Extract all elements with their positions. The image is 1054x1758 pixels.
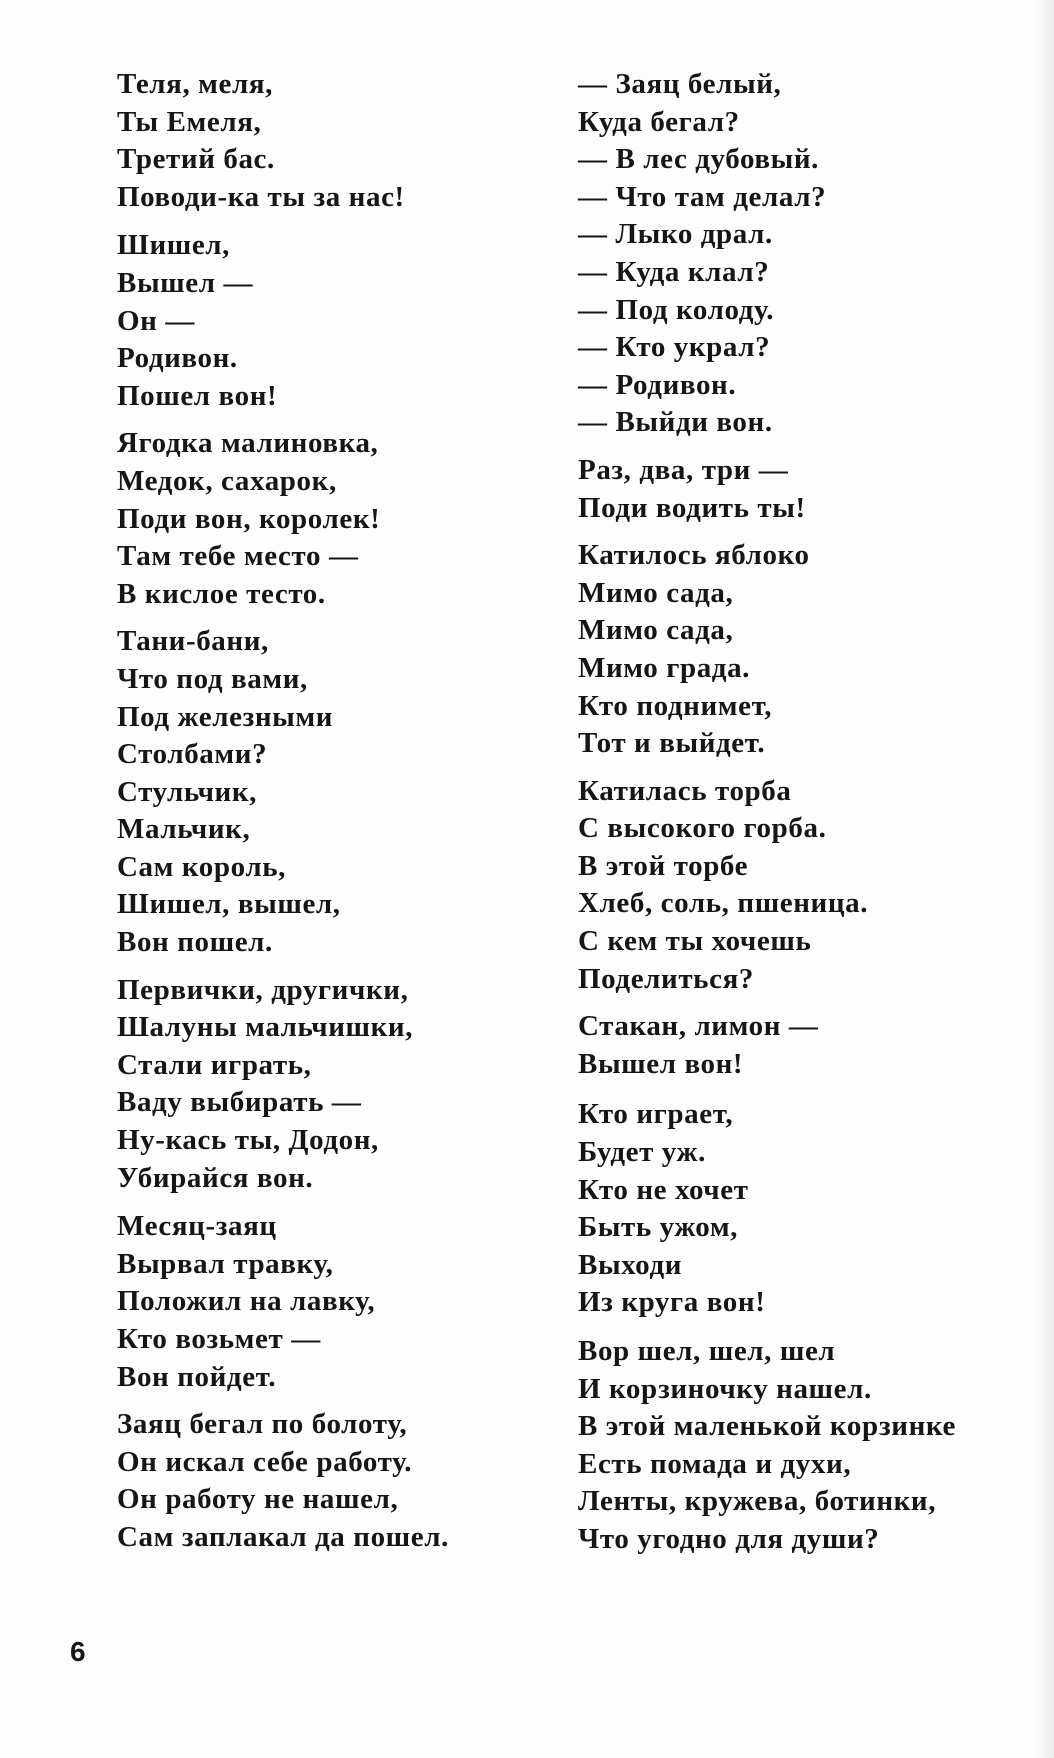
verse-line: Будет уж.	[578, 1136, 706, 1169]
verse-line: Что угодно для души?	[578, 1522, 880, 1555]
verse-line: Убирайся вон.	[117, 1161, 314, 1194]
verse-line: Поделиться?	[578, 962, 754, 995]
verse-line: Хлеб, соль, пшеница.	[578, 887, 869, 920]
verse-line: Ты Емеля,	[117, 105, 262, 138]
verse-line: Родивон.	[117, 342, 238, 375]
verse-line: — Под колоду.	[578, 293, 775, 326]
verse-line: Мимо сада,	[578, 614, 734, 647]
verse-line: Раз, два, три —	[578, 453, 789, 486]
verse-line: Тани-бани,	[117, 625, 269, 658]
stanza	[117, 66, 557, 216]
verse-line: Первички, другички,	[117, 973, 409, 1006]
verse-line: Из круга вон!	[578, 1286, 766, 1319]
verse-line: Есть помада и духи,	[578, 1447, 852, 1480]
stanza	[578, 452, 1008, 527]
stanza	[578, 66, 1008, 442]
verse-line: Шалуны мальчишки,	[117, 1011, 414, 1044]
stanza	[578, 537, 1008, 763]
left-column	[117, 66, 557, 1557]
verse-line: Вырвал травку,	[117, 1247, 334, 1280]
stanza	[578, 1096, 1008, 1322]
stanza	[117, 972, 557, 1198]
verse-line: Он —	[117, 304, 195, 337]
verse-line: Стали играть,	[117, 1048, 312, 1081]
verse-line: Мимо сада,	[578, 576, 734, 609]
verse-line: Шишел, вышел,	[117, 888, 341, 921]
right-column	[578, 66, 1008, 1559]
verse-line: — Куда клал?	[578, 255, 770, 288]
stanza	[117, 1406, 557, 1556]
stanza	[117, 1208, 557, 1396]
verse-line: Ягодка малиновка,	[117, 427, 379, 460]
verse-line: Третий бас.	[117, 143, 275, 176]
verse-line: И корзиночку нашел.	[578, 1372, 872, 1405]
verse-line: Столбами?	[117, 738, 268, 771]
verse-line: Поди вон, королек!	[117, 502, 381, 535]
stanza	[117, 623, 557, 961]
verse-line: Теля, меля,	[117, 68, 274, 100]
verse-line: Поди водить ты!	[578, 491, 806, 524]
verse-line: Стакан, лимон —	[578, 1010, 819, 1043]
verse-line: — В лес дубовый.	[578, 143, 820, 176]
verse-line: Заяц бегал по болоту,	[117, 1408, 408, 1441]
verse-line: Кто поднимет,	[578, 689, 773, 722]
verse-line: Сам король,	[117, 850, 286, 883]
verse-line: Катилось яблоко	[578, 539, 810, 572]
verse-line: Он искал себе работу.	[117, 1445, 413, 1478]
verse-line: Что под вами,	[117, 662, 308, 695]
verse-line: Тот и выйдет.	[578, 727, 766, 760]
verse-line: Кто возьмет —	[117, 1323, 321, 1355]
stanza	[117, 227, 557, 415]
verse-line: Под железными	[117, 700, 334, 733]
stanza	[578, 1008, 1008, 1083]
stanza	[117, 425, 557, 613]
verse-line: Он работу не нашел,	[117, 1483, 399, 1516]
verse-line: Ну-кась ты, Додон,	[117, 1124, 379, 1157]
verse-line: Сам заплакал да пошел.	[117, 1520, 449, 1553]
verse-line: Вор шел, шел, шел	[578, 1335, 836, 1367]
verse-line: В этой торбе	[578, 849, 749, 882]
verse-line: — Заяц белый,	[578, 68, 782, 100]
page-edge-shadow	[1034, 0, 1054, 1758]
verse-line: — Кто украл?	[578, 331, 771, 364]
verse-line: — Родивон.	[578, 368, 737, 401]
verse-line: Положил на лавку,	[117, 1285, 376, 1318]
verse-line: Вон пошел.	[117, 926, 273, 959]
verse-line: Пошел вон!	[117, 379, 278, 412]
verse-line: — Что там делал?	[578, 180, 827, 213]
verse-line: Ваду выбирать —	[117, 1086, 362, 1119]
verse-line: Мальчик,	[117, 813, 251, 846]
verse-line: Медок, сахарок,	[117, 464, 337, 497]
verse-line: Катилась торба	[578, 774, 792, 807]
verse-line: Кто играет,	[578, 1098, 734, 1131]
verse-line: Кто не хочет	[578, 1173, 749, 1206]
verse-line: Вон пойдет.	[117, 1360, 277, 1393]
verse-line: Стульчик,	[117, 775, 258, 808]
verse-line: Поводи-ка ты за нас!	[117, 180, 405, 213]
verse-line: Вышел —	[117, 266, 254, 299]
verse-line: — Лыко драл.	[578, 218, 773, 251]
stanza	[578, 1333, 1008, 1559]
verse-line: В кислое тесто.	[117, 577, 326, 610]
verse-line: Выходи	[578, 1248, 683, 1281]
verse-line: С кем ты хочешь	[578, 925, 812, 958]
verse-line: Быть ужом,	[578, 1211, 739, 1244]
verse-line: Вышел вон!	[578, 1047, 744, 1080]
stanza	[578, 773, 1008, 999]
verse-line: С высокого горба.	[578, 812, 827, 845]
verse-line: В этой маленькой корзинке	[578, 1410, 956, 1443]
verse-line: Месяц-заяц	[117, 1210, 277, 1243]
verse-line: Шишел,	[117, 229, 231, 262]
verse-line: Ленты, кружева, ботинки,	[578, 1485, 937, 1518]
verse-line: Там тебе место —	[117, 540, 359, 573]
verse-line: Мимо града.	[578, 651, 751, 684]
verse-line: Куда бегал?	[578, 105, 740, 138]
verse-line: — Выйди вон.	[578, 406, 773, 439]
page-number: 6	[70, 1636, 86, 1667]
